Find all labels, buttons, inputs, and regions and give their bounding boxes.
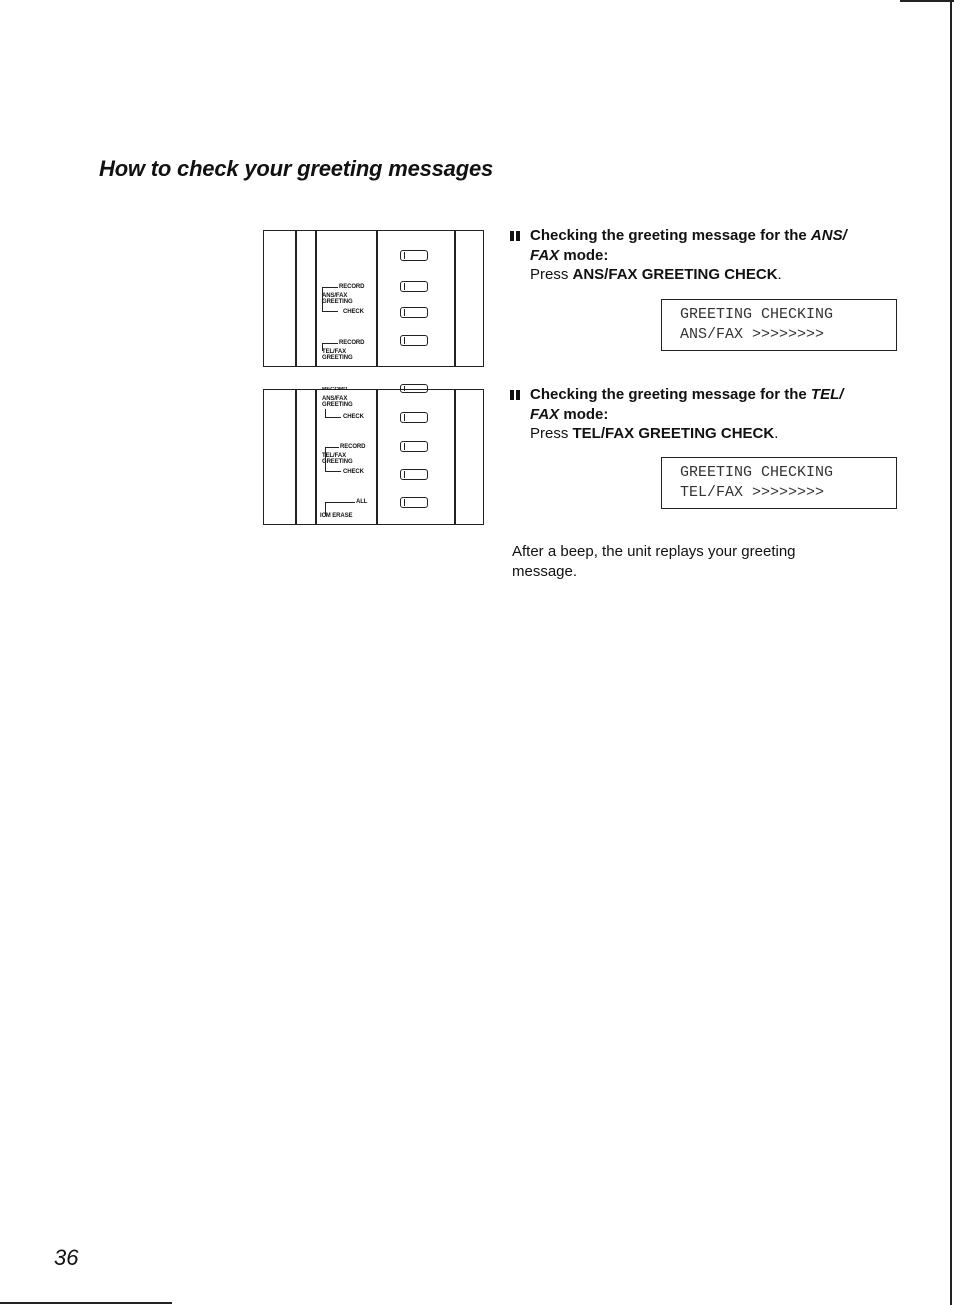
label-greeting: GREETING [322, 299, 353, 305]
telfax-key-name: TEL/FAX GREETING CHECK [572, 425, 775, 442]
label-greeting: GREETING [322, 402, 353, 408]
label-icm-erase: ICM ERASE [320, 513, 353, 519]
label-ansfax: ANS/FAX [322, 293, 348, 299]
label-tick [322, 343, 338, 344]
label-check: CHECK [343, 469, 364, 475]
panel-divider [376, 231, 378, 366]
label-record: RECORD [339, 340, 365, 346]
record-telfax-button [400, 441, 428, 452]
label-tick [325, 502, 355, 503]
lcd-line: GREETING CHECKING [680, 306, 834, 323]
ansfax-key-name: ANS/FAX GREETING CHECK [572, 266, 778, 283]
label-greeting: GREETING [322, 459, 353, 465]
lcd-display-ansfax [661, 299, 897, 351]
label-tick [322, 287, 338, 288]
label-record: RECORD [339, 284, 365, 290]
page-title: How to check your greeting messages [99, 156, 494, 181]
label-all: ALL [356, 499, 368, 505]
panel-button [400, 250, 428, 261]
telfax-greeting-check-button [400, 469, 428, 480]
lcd-line: ANS/FAX >>>>>>>> [680, 326, 825, 343]
label-check: CHECK [343, 309, 364, 315]
control-panel-diagram-ans [263, 230, 484, 367]
lcd-display-telfax [661, 457, 897, 509]
label-ansfax: ANS/FAX [322, 396, 348, 402]
label-bracket [325, 409, 326, 417]
panel-divider [315, 390, 317, 524]
ansfax-heading: Checking the greeting message for the ANS/ FAX mode: [510, 226, 930, 265]
label-check: CHECK [343, 414, 364, 420]
ansfax-greeting-check-button [400, 307, 428, 318]
panel-button-partial [400, 384, 428, 393]
ansfax-instruction: Press ANS/FAX GREETING CHECK. [530, 266, 782, 283]
panel-divider [295, 231, 297, 366]
step-bullet-icon [510, 231, 520, 241]
label-tick [325, 471, 341, 472]
panel-divider [454, 231, 456, 366]
panel-divider [454, 390, 456, 524]
label-telfax: TEL/FAX [322, 453, 346, 459]
panel-divider [295, 390, 297, 524]
after-beep-note: After a beep, the unit replays your greeting message. [512, 543, 796, 580]
lcd-line: TEL/FAX >>>>>>>> [680, 484, 825, 501]
page-number: 36 [54, 1245, 79, 1270]
label-record-partial: RECORD [322, 387, 348, 390]
label-telfax: TEL/FAX [322, 349, 346, 355]
telfax-instruction: Press TEL/FAX GREETING CHECK. [530, 425, 779, 442]
icm-erase-all-button [400, 497, 428, 508]
record-ansfax-button [400, 281, 428, 292]
page-edge-top [900, 0, 954, 2]
label-greeting: GREETING [322, 355, 353, 361]
panel-divider [376, 390, 378, 524]
page-edge-bottom [0, 1302, 172, 1304]
label-tick [325, 447, 339, 448]
label-tick [322, 311, 338, 312]
label-tick [325, 417, 341, 418]
ansfax-greeting-check-button [400, 412, 428, 423]
telfax-heading: Checking the greeting message for the TEL/ FAX mode: [510, 385, 930, 424]
control-panel-diagram-tel [263, 389, 484, 525]
lcd-line: GREETING CHECKING [680, 464, 834, 481]
record-telfax-button [400, 335, 428, 346]
ansfax-section [510, 226, 930, 285]
label-record: RECORD [340, 444, 366, 450]
page-edge-right [950, 0, 952, 1305]
telfax-section [510, 385, 930, 444]
panel-divider [315, 231, 317, 366]
step-bullet-icon [510, 390, 520, 400]
